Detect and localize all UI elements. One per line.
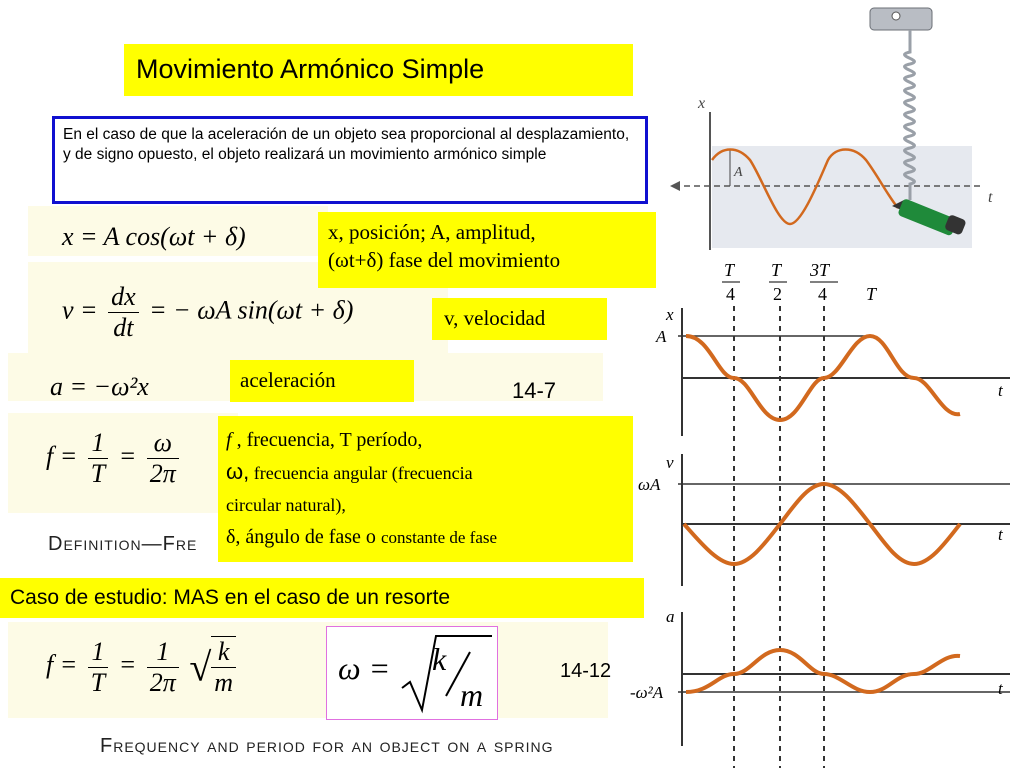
a-graph-label: a	[666, 607, 675, 626]
f-lhs: f =	[46, 441, 78, 471]
a-graph-amp: -ω²A	[630, 683, 664, 702]
top-t-label: t	[988, 189, 993, 206]
x-equation: x = A cos(ωt + δ)	[62, 222, 246, 251]
freq-line1: f , frecuencia, T período,	[226, 429, 423, 451]
frequency-label	[218, 416, 633, 562]
spring-illustration	[660, 0, 1024, 258]
f-den2: 2π	[149, 459, 176, 488]
spring-lhs: f =	[46, 649, 78, 679]
spring-num2: 1	[147, 637, 179, 668]
a-equation: a = −ω²x	[50, 372, 149, 401]
spring-den2: 2π	[149, 667, 176, 697]
spring-k: k	[211, 637, 236, 668]
top-A-label: A	[734, 165, 743, 180]
tick-T2	[769, 260, 787, 304]
v-rhs: = − ωA sin(ωt + δ)	[149, 295, 354, 325]
tick-3T4-den: 4	[818, 284, 827, 304]
spring-num1: 1	[88, 637, 108, 668]
spring-mount-hole	[892, 12, 900, 20]
f-num2: ω	[147, 428, 179, 459]
definition-caption: Definition—Fre	[48, 533, 198, 555]
case-study-banner	[0, 578, 644, 618]
v-num: dx	[108, 282, 139, 313]
omega-m: m	[460, 677, 484, 713]
v-graph-t: t	[998, 525, 1003, 544]
v-graph-wA: ωA	[638, 475, 661, 494]
v-den: dt	[113, 313, 134, 342]
sho-graphs	[630, 256, 1020, 768]
case-study-text: Caso de estudio: MAS en el caso de un resorte	[10, 586, 451, 609]
freq-line2: ω, frecuencia angular (frecuencia	[226, 459, 473, 484]
top-axis-arrow	[670, 181, 680, 191]
a-equation-ref: 14-7	[512, 378, 557, 403]
v-equation	[62, 282, 353, 343]
omega-k: k	[432, 641, 447, 677]
x-graph-t: t	[998, 381, 1003, 400]
top-y-label: x	[698, 95, 706, 112]
v-lhs: v =	[62, 295, 98, 325]
tick-3T4	[809, 260, 838, 304]
spring-frac1	[88, 637, 108, 698]
position-label	[318, 212, 656, 288]
x-graph-label: x	[666, 305, 674, 324]
velocity-label: v, velocidad	[432, 298, 607, 340]
x-graph-A: A	[656, 327, 667, 346]
v-graph-label: v	[666, 453, 674, 472]
spring-equation-ref: 14-12	[560, 660, 612, 682]
omega-lhs: ω =	[338, 650, 391, 686]
f-frac1	[88, 428, 108, 489]
spring-frac2	[147, 637, 179, 698]
spring-den1: T	[90, 667, 106, 697]
spring-sqrt-frac	[211, 636, 236, 698]
f-den1: T	[90, 459, 106, 488]
spring-eq: =	[118, 649, 137, 679]
acceleration-label: aceleración	[230, 360, 414, 402]
f-num1: 1	[88, 428, 108, 459]
position-line1: x, posición; A, amplitud,	[328, 220, 536, 244]
freq-line3: circular natural),	[226, 495, 346, 515]
tick-T2-den: 2	[773, 284, 782, 304]
spring-mount	[870, 8, 932, 30]
a-graph-t: t	[998, 679, 1003, 698]
spring-caption: Frequency and period for an object on a spring	[100, 735, 554, 757]
definition-text: En el caso de que la aceleración de un objeto sea proporcional al desplazamiento, y de signo opuesto, el objeto realizará un movimiento armónico simple	[63, 126, 630, 163]
omega-equation	[338, 650, 390, 687]
freq-line4: δ, ángulo de fase o constante de fase	[226, 526, 498, 548]
f-equation	[46, 428, 183, 489]
sqrt-sign: √	[189, 644, 212, 690]
tick-T2-num: T	[771, 260, 782, 280]
definition-box	[52, 116, 648, 204]
position-line2: (ωt+δ) fase del movimiento	[328, 248, 561, 272]
tick-T4	[722, 260, 740, 304]
f-eq: =	[118, 441, 137, 471]
spring-m: m	[214, 668, 234, 697]
page-title: Movimiento Armónico Simple	[136, 54, 485, 84]
tick-3T4-num: 3T	[810, 260, 830, 280]
tick-T4-num: T	[724, 260, 735, 280]
tick-T4-den: 4	[726, 284, 735, 304]
tick-T: T	[866, 284, 877, 304]
f-frac2	[147, 428, 179, 489]
omega-sqrt-svg	[400, 630, 494, 716]
spring-equation	[46, 636, 240, 698]
title-box	[124, 44, 633, 96]
v-derivative	[108, 282, 139, 343]
